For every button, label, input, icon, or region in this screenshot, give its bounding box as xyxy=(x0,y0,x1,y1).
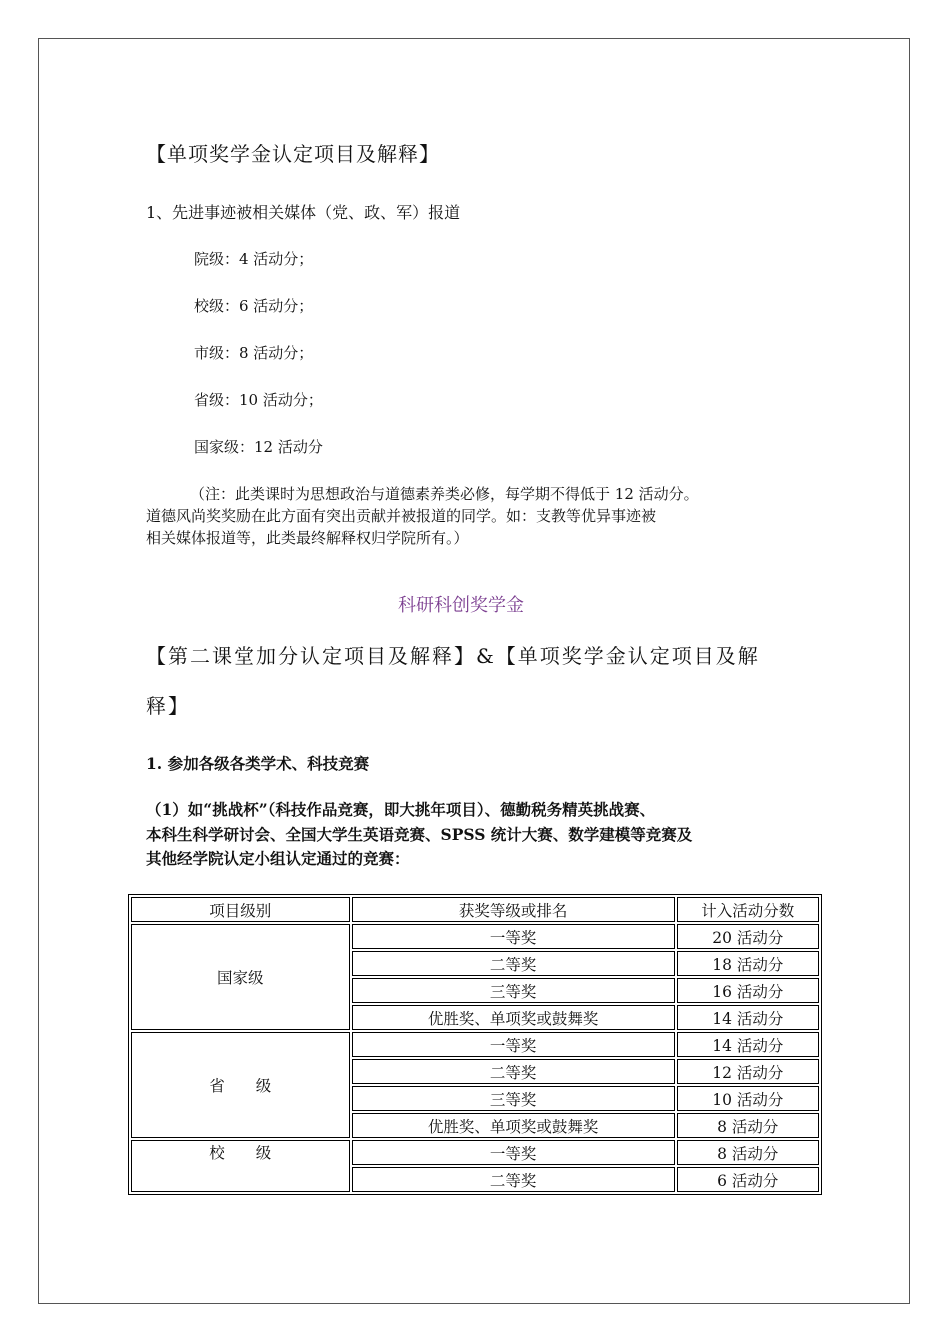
level-line: 国家级：12 活动分 xyxy=(194,438,323,456)
rank-cell: 优胜奖、单项奖或鼓舞奖 xyxy=(352,1113,675,1138)
section-heading: 【第二课堂加分认定项目及解释】&【单项奖学金认定项目及解 xyxy=(146,644,760,668)
score-cell: 16 活动分 xyxy=(677,978,819,1003)
rank-cell: 一等奖 xyxy=(352,1032,675,1057)
header-cell: 计入活动分数 xyxy=(677,897,819,922)
note-line: 相关媒体报道等，此类最终解释权归学院所有。） xyxy=(146,529,469,547)
score-cell: 12 活动分 xyxy=(677,1059,819,1084)
table-header-row xyxy=(131,897,819,922)
para-line: （1）如“挑战杯”（科技作品竞赛，即大挑年项目）、德勤税务精英挑战赛、 xyxy=(146,800,656,819)
level-cell: 校 级 xyxy=(131,1140,350,1192)
item-title: 1. 参加各级各类学术、科技竞赛 xyxy=(146,754,370,773)
para-line: 其他经学院认定小组认定通过的竞赛： xyxy=(146,849,410,868)
level-cell: 国家级 xyxy=(131,924,350,1030)
level-line: 院级：4 活动分； xyxy=(194,250,314,268)
competition-paragraph xyxy=(146,796,826,871)
rank-cell: 二等奖 xyxy=(352,1059,675,1084)
rank-cell: 一等奖 xyxy=(352,924,675,949)
score-cell: 14 活动分 xyxy=(677,1032,819,1057)
score-cell: 18 活动分 xyxy=(677,951,819,976)
level-cell: 省 级 xyxy=(131,1032,350,1138)
section-heading: 【单项奖学金认定项目及解释】 xyxy=(146,142,440,166)
level-line: 省级：10 活动分； xyxy=(194,391,323,409)
table-row xyxy=(131,1140,819,1165)
section-heading-cont: 释】 xyxy=(146,694,190,718)
table-row xyxy=(131,1032,819,1057)
note-line: （注：此类课时为思想政治与道德素养类必修，每学期不得低于 12 活动分。 xyxy=(190,485,699,503)
header-cell: 获奖等级或排名 xyxy=(352,897,675,922)
item-title: 1、先进事迹被相关媒体（党、政、军）报道 xyxy=(146,203,461,222)
note-line: 道德风尚奖奖励在此方面有突出贡献并被报道的同学。如：支教等优异事迹被 xyxy=(146,507,657,525)
center-title: 科研科创奖学金 xyxy=(398,595,524,616)
rank-cell: 优胜奖、单项奖或鼓舞奖 xyxy=(352,1005,675,1030)
score-cell: 10 活动分 xyxy=(677,1086,819,1111)
rank-cell: 三等奖 xyxy=(352,1086,675,1111)
rank-cell: 二等奖 xyxy=(352,951,675,976)
award-table xyxy=(128,894,822,1195)
level-line: 校级：6 活动分； xyxy=(194,297,314,315)
para-line: 本科生科学研讨会、全国大学生英语竞赛、SPSS 统计大赛、数学建模等竞赛及 xyxy=(146,825,693,844)
level-line: 市级：8 活动分； xyxy=(194,344,314,362)
rank-cell: 一等奖 xyxy=(352,1140,675,1165)
score-cell: 14 活动分 xyxy=(677,1005,819,1030)
score-cell: 20 活动分 xyxy=(677,924,819,949)
score-cell: 8 活动分 xyxy=(677,1140,819,1165)
rank-cell: 三等奖 xyxy=(352,978,675,1003)
rank-cell: 二等奖 xyxy=(352,1167,675,1192)
score-cell: 6 活动分 xyxy=(677,1167,819,1192)
note-paragraph xyxy=(146,483,826,549)
table-row xyxy=(131,924,819,949)
score-cell: 8 活动分 xyxy=(677,1113,819,1138)
header-cell: 项目级别 xyxy=(131,897,350,922)
